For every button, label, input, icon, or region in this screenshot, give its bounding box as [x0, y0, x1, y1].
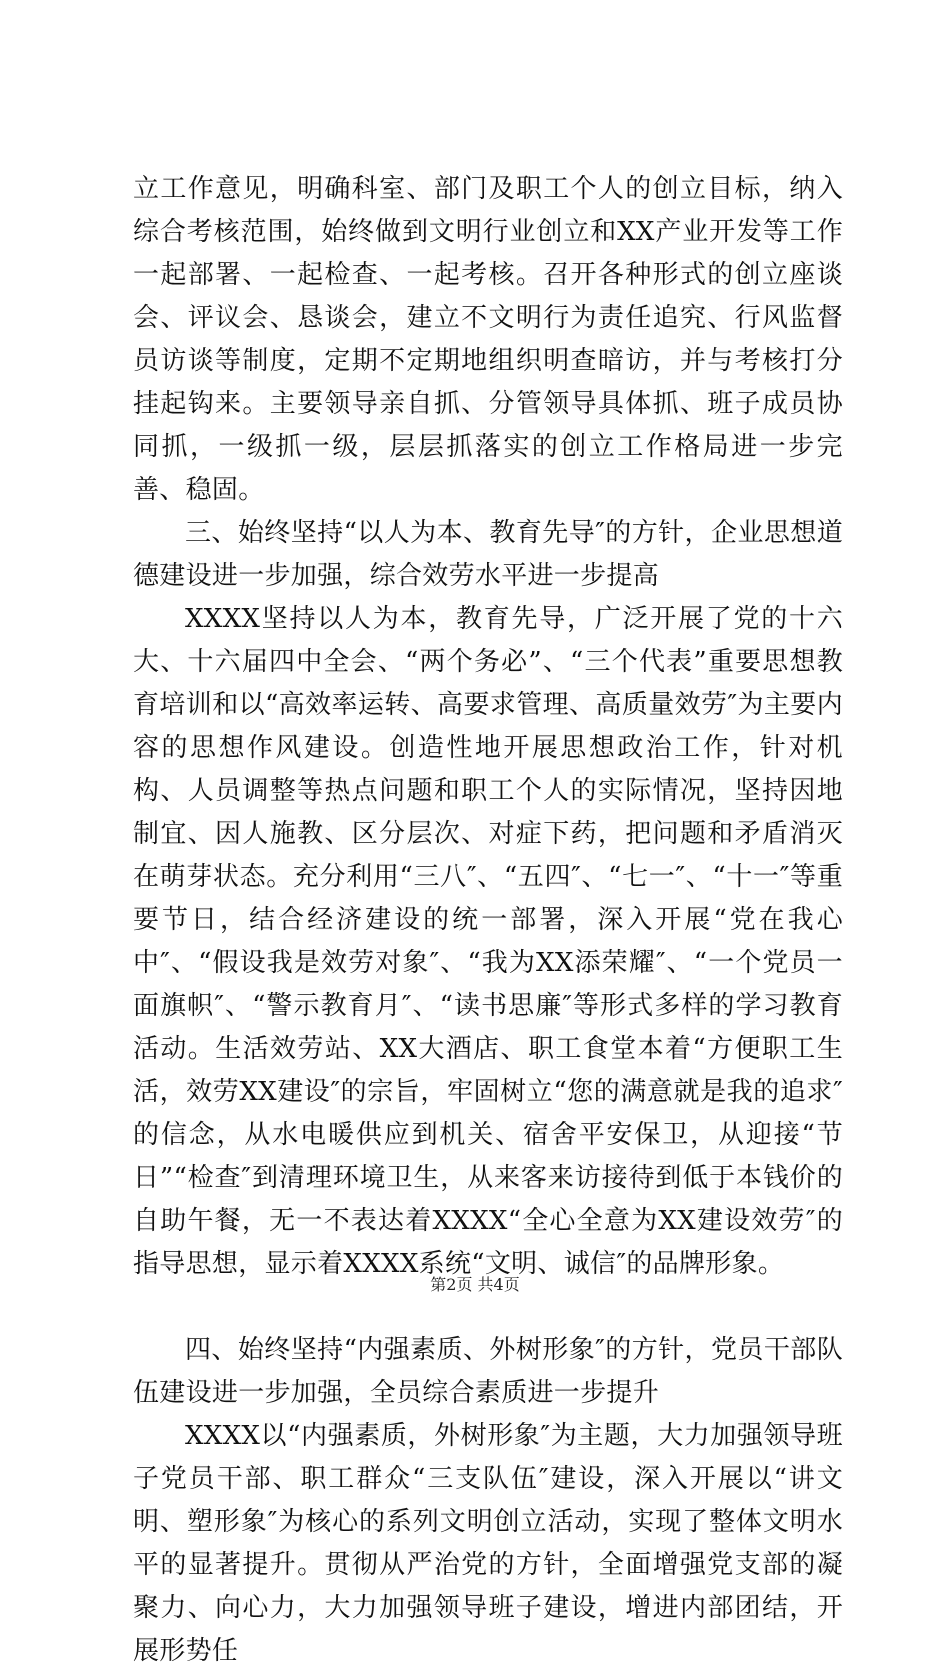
section-heading-3: 三、始终坚持“以人为本、教育先导″的方针，企业思想道德建设进一步加强，综合效劳水平进一步提高 [133, 518, 843, 591]
section-heading-4: 四、始终坚持“内强素质、外树形象″的方针，党员干部队伍建设进一步加强，全员综合素质进一步提升 [133, 1335, 843, 1408]
paragraph-section-3: XXXX坚持以人为本，教育先导，广泛开展了党的十六大、十六届四中全会、“两个务必”、“三个代表”重要思想教育培训和以“高效率运转、高要求管理、高质量效劳″为主要内容的思想作风建设。创造性地开展思想政治工作，针对机构、人员调整等热点问题和职工个人的实际情况，坚持因地制宜、因人施教、区分层次、对症下药，把问题和矛盾消灭在萌芽状态。充分利用“三八″、“五四″、“七一″、“十一″等重要节日，结合经济建设的统一部署，深入开展“党在我心中″、“假设我是效劳对象″、“我为XX添荣耀″、“一个党员一面旗帜″、“警示教育月″、“读书思廉″等形式多样的学习教育活动。生活效劳站、XX大酒店、职工食堂本着“方便职工生活，效劳XX建设″的宗旨，牢固树立“您的满意就是我的追求″的信念，从水电暖供应到机关、宿舍平安保卫，从迎接“节日”“检查″到清理环境卫生，从来客来访接待到低于本钱价的自助午餐，无一不表达着XXXX“全心全意为XX建设效劳″的指导思想，显示着XXXX系统“文明、诚信″的品牌形象。 [133, 604, 843, 1279]
page-footer: 第2页 共4页 [430, 1275, 520, 1294]
paragraph-section-4: XXXX以“内强素质，外树形象″为主题，大力加强领导班子党员干部、职工群众“三支队伍″建设，深入开展以“讲文明、塑形象″为核心的系列文明创立活动，实现了整体文明水平的显著提升。贯彻从严治党的方针，全面增强党支部的凝聚力、向心力，大力加强领导班子建设，增进内部团结，开展形势任 [133, 1421, 843, 1666]
document-body [133, 168, 843, 1673]
paragraph-continued: 立工作意见，明确科室、部门及职工个人的创立目标，纳入综合考核范围，始终做到文明行业创立和XX产业开发等工作一起部署、一起检查、一起考核。召开各种形式的创立座谈会、评议会、恳谈会，建立不文明行为责任追究、行风监督员访谈等制度，定期不定期地组织明查暗访，并与考核打分挂起钩来。主要领导亲自抓、分管领导具体抓、班子成员协同抓，一级抓一级，层层抓落实的创立工作格局进一步完善、稳固。 [133, 174, 843, 505]
